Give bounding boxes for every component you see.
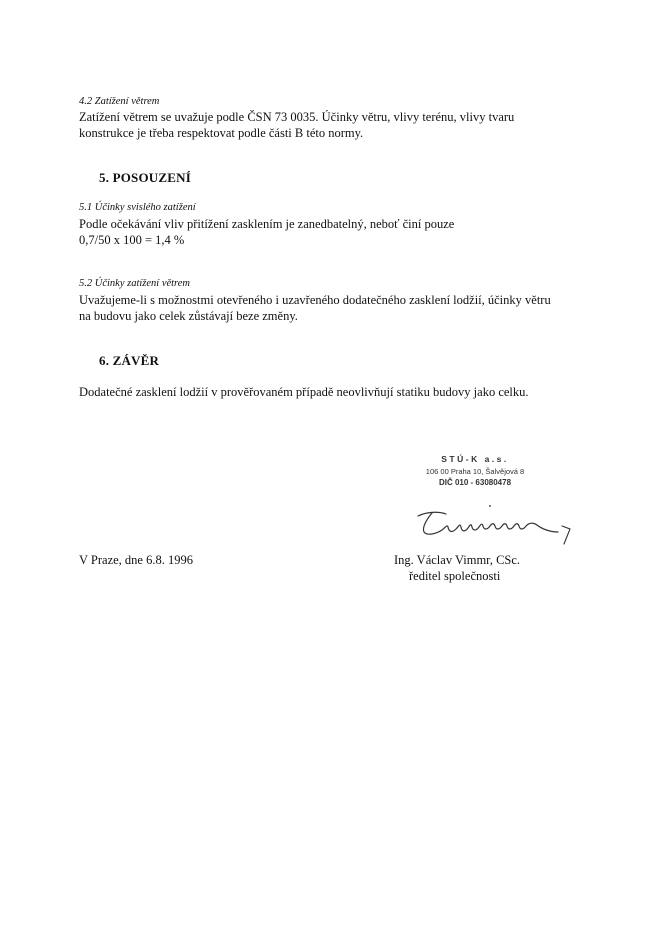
subheading-4-2: 4.2 Zatížení větrem — [79, 96, 160, 107]
paragraph-5-2-line-2: na budovu jako celek zůstávají beze změny. — [79, 309, 298, 323]
company-stamp — [412, 454, 538, 487]
signatory-name: Ing. Václav Vimmr, CSc. — [394, 553, 521, 567]
paragraph-5-2-line-1: Uvažujeme-li s možnostmi otevřeného i uzavřeného dodatečného zasklení lodžií, účinky větru — [79, 293, 551, 307]
paragraph-5-1-line-2: 0,7/50 x 100 = 1,4 % — [79, 233, 185, 247]
signatory-title: ředitel společnosti — [409, 569, 501, 583]
paragraph-4-2-line-1: Zatížení větrem se uvažuje podle ČSN 73 0035. Účinky větru, vlivy terénu, vlivy tvaru — [79, 110, 515, 124]
subheading-5-1: 5.1 Účinky svislého zatížení — [79, 202, 196, 213]
signature-icon — [412, 502, 577, 554]
stamp-address: 106 00 Praha 10, Šalvějová 8 — [425, 467, 525, 476]
place-and-date: V Praze, dne 6.8. 1996 — [79, 553, 193, 567]
paragraph-5-1-line-1: Podle očekávání vliv přitížení zasklením je zanedbatelný, neboť činí pouze — [79, 217, 455, 231]
paragraph-4-2-line-2: konstrukce je třeba respektovat podle části B této normy. — [79, 126, 364, 140]
stamp-company: STÚ-K a.s. — [441, 454, 509, 464]
subheading-5-2: 5.2 Účinky zatížení větrem — [79, 278, 190, 289]
stamp-dic: DIČ 010 - 63080478 — [438, 478, 512, 487]
heading-posouzeni: 5. POSOUZENÍ — [99, 170, 191, 185]
paragraph-zaver: Dodatečné zasklení lodžií v prověřovaném případě neovlivňují statiku budovy jako celku. — [79, 385, 529, 399]
heading-zaver: 6. ZÁVĚR — [99, 353, 160, 368]
